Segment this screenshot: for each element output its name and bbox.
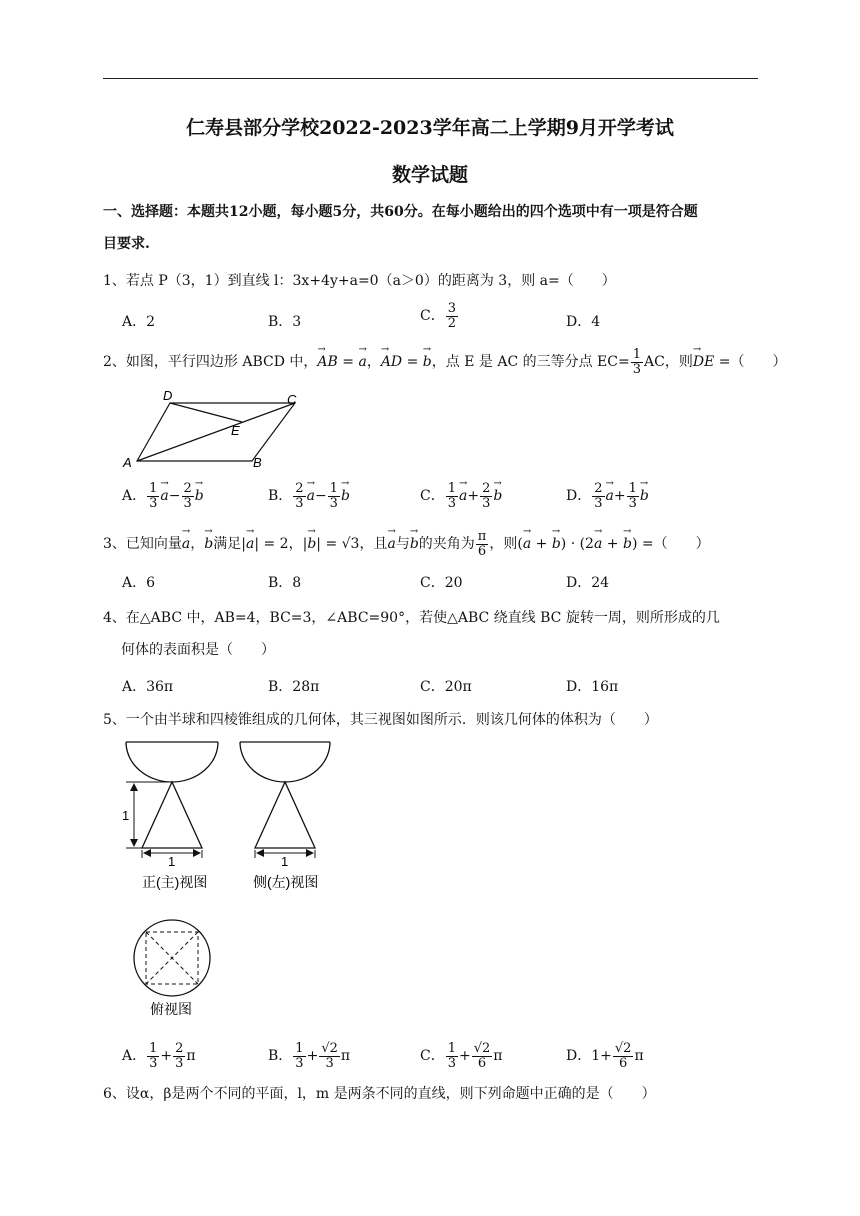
q1-option-b: B．3 bbox=[268, 314, 302, 330]
front-hemisphere bbox=[126, 742, 218, 782]
q4-option-d: D．16π bbox=[566, 679, 619, 695]
q3-option-c: C．20 bbox=[420, 575, 463, 591]
q5-option-d: D．1+ $\frac{√2}{6}$ π bbox=[566, 1041, 644, 1071]
question-5-text: 5、一个由半球和四棱锥组成的几何体，其三视图如图所示．则该几何体的体积为（ ） bbox=[103, 712, 658, 728]
q4-option-c: C．20π bbox=[420, 679, 472, 695]
segment-de bbox=[170, 403, 242, 422]
question-4-line1: 4、在△ABC 中，AB=4，BC=3，∠ABC=90°，若使△ABC 绕直线 BC 旋转一周，则所形成的几 bbox=[103, 610, 720, 626]
q1-option-c: C． $\frac{3}{2}$ bbox=[420, 301, 456, 331]
height-dimension-label: 1 bbox=[122, 808, 130, 823]
label-a: A bbox=[123, 455, 132, 470]
page-title: 仁寿县部分学校2022-2023学年高二上学期9月开学考试 bbox=[186, 117, 674, 139]
front-width-label: 1 bbox=[168, 854, 176, 869]
top-view bbox=[134, 920, 210, 1017]
side-pyramid bbox=[255, 782, 315, 848]
front-view bbox=[122, 742, 218, 890]
q4-option-a: A．36π bbox=[122, 679, 174, 695]
q3-option-b: B．8 bbox=[268, 575, 302, 591]
label-c: C bbox=[287, 392, 297, 407]
label-d: D bbox=[163, 388, 173, 403]
three-view-figure bbox=[118, 740, 348, 1025]
parallelogram-figure bbox=[115, 386, 315, 476]
section-heading-line1: 一、选择题：本题共12小题，每小题5分，共60分。在每小题给出的四个选项中有一项是符合题 bbox=[103, 204, 698, 220]
side-view bbox=[240, 742, 330, 890]
q1-option-a: A．2 bbox=[122, 314, 156, 330]
q2-option-b: B． $\frac{2}{3}$ → a− $\frac{1}{3}$ → b bbox=[268, 482, 350, 510]
front-view-label: 正(主)视图 bbox=[142, 874, 208, 890]
diagonal-ac bbox=[137, 403, 295, 461]
question-1-text: 1、若点 P（3，1）到直线 l：3x+4y+a=0（a＞0）的距离为 3，则 a=（ ） bbox=[103, 273, 616, 289]
label-b: B bbox=[253, 455, 262, 470]
q5-option-a: A． $\frac{1}{3}$ + $\frac{2}{3}$ π bbox=[122, 1041, 196, 1071]
q2-option-d: D． $\frac{2}{3}$ → a+ $\frac{1}{3}$ → b bbox=[566, 482, 649, 510]
label-e: E bbox=[231, 423, 240, 438]
question-2-text: 2、如图，平行四边形 ABCD 中，→ AB = → a，→ AD = → b，点 E 是 AC 的三等分点 EC= $\frac{1}{3}$ AC，则→ DE =（ ） bbox=[103, 348, 786, 376]
top-view-label: 俯视图 bbox=[150, 1001, 192, 1017]
q2-option-c: C． $\frac{1}{3}$ → a+ $\frac{2}{3}$ → b bbox=[420, 482, 502, 510]
question-3-text: 3、已知向量→ a，→ b满足|→ a| = 2，|→ b| = √3，且→ a与→ b的夹角为 $\frac{\pi}{6}$ ，则(→ a + → b) · (2→ a + → b) =（ ） bbox=[103, 530, 710, 558]
side-view-label: 侧(左)视图 bbox=[253, 874, 319, 890]
q4-option-b: B．28π bbox=[268, 679, 320, 695]
q3-option-a: A．6 bbox=[122, 575, 156, 591]
page-subtitle: 数学试题 bbox=[391, 164, 468, 186]
front-pyramid bbox=[142, 782, 202, 848]
top-rule bbox=[103, 78, 758, 79]
q5-option-b: B． $\frac{1}{3}$ + $\frac{√2}{3}$ π bbox=[268, 1041, 351, 1071]
question-4-line2: 何体的表面积是（ ） bbox=[121, 642, 275, 658]
q5-option-c: C． $\frac{1}{3}$ + $\frac{√2}{6}$ π bbox=[420, 1041, 503, 1071]
section-heading-line2: 目要求. bbox=[103, 236, 150, 252]
side-hemisphere bbox=[240, 742, 330, 782]
q1-option-d: D．4 bbox=[566, 314, 601, 330]
q2-option-a: A． $\frac{1}{3}$ → a− $\frac{2}{3}$ → b bbox=[122, 482, 204, 510]
side-width-label: 1 bbox=[281, 854, 289, 869]
question-6-text: 6、设α，β是两个不同的平面，l，m 是两条不同的直线，则下列命题中正确的是（ ） bbox=[103, 1086, 656, 1102]
q3-option-d: D．24 bbox=[566, 575, 610, 591]
